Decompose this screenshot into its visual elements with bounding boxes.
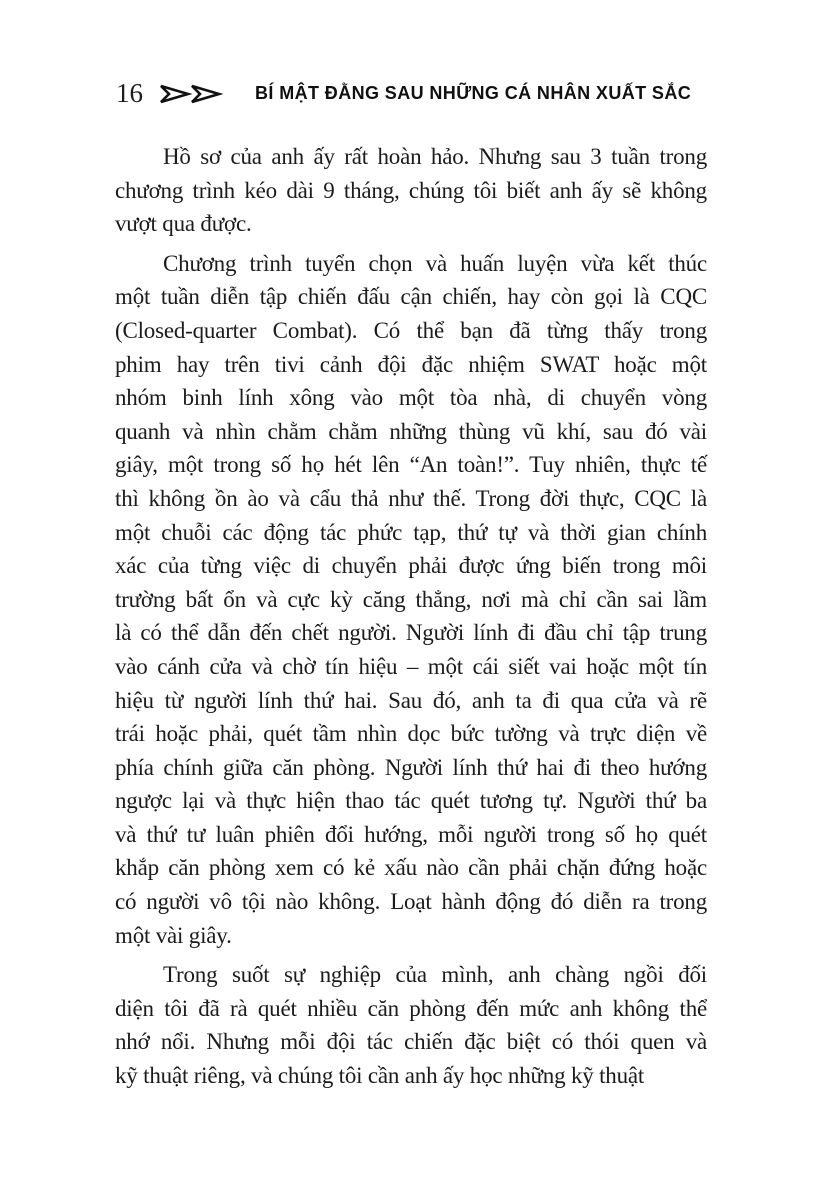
text-line: Chương trình tuyển chọn và huấn luyện vừa kết thúc	[163, 250, 707, 276]
text-line: trái hoặc phải, quét tầm nhìn dọc bức tường và trực diện về	[115, 721, 707, 747]
text-line: trường bất ổn và cực kỳ căng thẳng, nơi mà chỉ cần sai lầm	[115, 586, 707, 612]
text-line: phim hay trên tivi cảnh đội đặc nhiệm SWAT hoặc một	[115, 351, 707, 377]
text-line: vào cánh cửa và chờ tín hiệu – một cái siết vai hoặc một tín	[115, 653, 707, 679]
text-line: một tuần diễn tập chiến đấu cận chiến, hay còn gọi là CQC	[115, 284, 707, 310]
text-line: và thứ tư luân phiên đổi hướng, mỗi người trong số họ quét	[115, 821, 707, 847]
paragraph	[115, 140, 707, 241]
text-line: chương trình kéo dài 9 tháng, chúng tôi biết anh ấy sẽ không	[115, 177, 707, 203]
page-body	[115, 140, 707, 1093]
text-line: nhớ nổi. Nhưng mỗi đội tác chiến đặc biệt có thói quen và	[115, 1029, 707, 1055]
text-line: nhóm binh lính xông vào một tòa nhà, di chuyển vòng	[115, 385, 707, 411]
text-line: hiệu từ người lính thứ hai. Sau đó, anh ta đi qua cửa và rẽ	[115, 687, 707, 713]
text-line: thì không ồn ào và cẩu thả như thế. Trong đời thực, CQC là	[115, 485, 707, 511]
text-line: xác của từng việc di chuyển phải được ứng biến trong môi	[115, 553, 707, 579]
text-line: giây, một trong số họ hét lên “An toàn!”. Tuy nhiên, thực tế	[115, 452, 707, 478]
text-line: diện tôi đã rà quét nhiều căn phòng đến mức anh không thể	[115, 995, 707, 1021]
running-head-title: BÍ MẬT ĐẰNG SAU NHỮNG CÁ NHÂN XUẤT SẮC	[255, 83, 692, 103]
text-line: kỹ thuật riêng, và chúng tôi cần anh ấy học những kỹ thuật	[115, 1063, 645, 1089]
text-line: một chuỗi các động tác phức tạp, thứ tự và thời gian chính	[115, 519, 707, 545]
text-line: ngược lại và thực hiện thao tác quét tương tự. Người thứ ba	[115, 788, 707, 814]
text-line: một vài giây.	[115, 922, 232, 948]
page-header	[116, 80, 708, 107]
text-line: Hồ sơ của anh ấy rất hoàn hảo. Nhưng sau 3 tuần trong	[163, 144, 707, 169]
text-line: quanh và nhìn chằm chằm những thùng vũ khí, sau đó vài	[115, 418, 707, 444]
page-number: 16	[116, 78, 143, 108]
paragraph	[115, 247, 707, 952]
text-line: vượt qua được.	[115, 211, 252, 237]
text-line: khắp căn phòng xem có kẻ xấu nào cần phải chặn đứng hoặc	[115, 855, 707, 881]
text-line: có người vô tội nào không. Loạt hành động đó diễn ra trong	[115, 889, 707, 915]
text-line: (Closed-quarter Combat). Có thể bạn đã từng thấy trong	[115, 317, 707, 343]
text-line: phía chính giữa căn phòng. Người lính thứ hai đi theo hướng	[115, 754, 707, 780]
text-line: Trong suốt sự nghiệp của mình, anh chàng ngồi đối	[163, 962, 707, 988]
paragraph	[115, 958, 707, 1092]
double-right-arrowhead-icon	[159, 83, 225, 105]
text-line: là có thể dẫn đến chết người. Người lính đi đầu chỉ tập trung	[115, 620, 707, 646]
